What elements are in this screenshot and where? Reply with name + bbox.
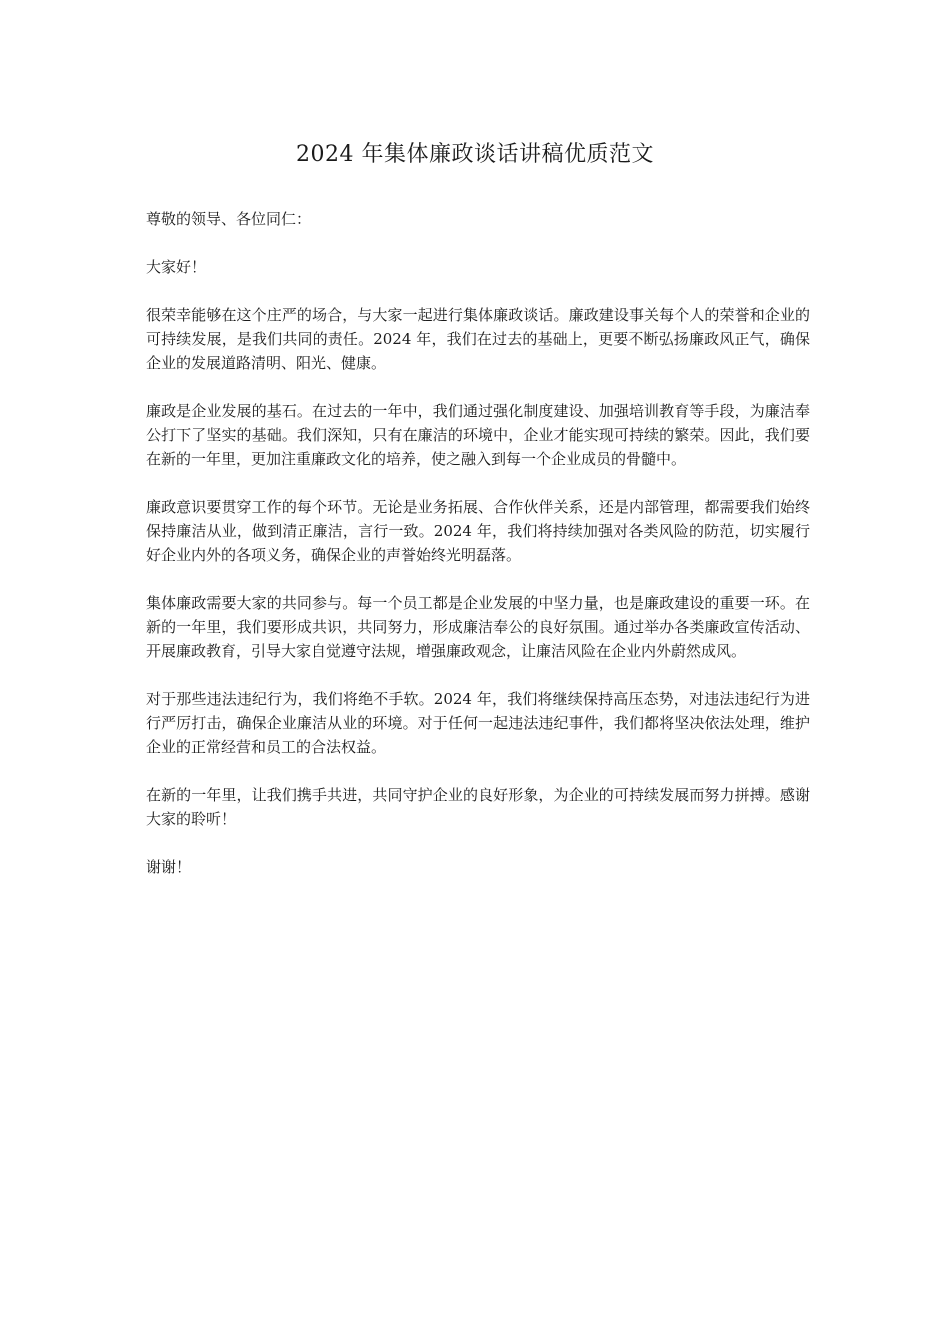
paragraph: 很荣幸能够在这个庄严的场合，与大家一起进行集体廉政谈话。廉政建设事关每个人的荣誉和企业的可持续发展，是我们共同的责任。2024 年，我们在过去的基础上，更要不断弘扬廉政风正气，确保企业的发展道路清明、阳光、健康。 xyxy=(146,306,810,372)
paragraph: 对于那些违法违纪行为，我们将绝不手软。2024 年，我们将继续保持高压态势，对违法违纪行为进行严厉打击，确保企业廉洁从业的环境。对于任何一起违法违纪事件，我们都将坚决依法处理，维护企业的正常经营和员工的合法权益。 xyxy=(146,690,810,756)
document-body xyxy=(146,207,810,903)
paragraph: 集体廉政需要大家的共同参与。每一个员工都是企业发展的中坚力量，也是廉政建设的重要一环。在新的一年里，我们要形成共识，共同努力，形成廉洁奉公的良好氛围。通过举办各类廉政宣传活动、开展廉政教育，引导大家自觉遵守法规，增强廉政观念，让廉洁风险在企业内外蔚然成风。 xyxy=(146,594,810,660)
paragraph: 廉政是企业发展的基石。在过去的一年中，我们通过强化制度建设、加强培训教育等手段，为廉洁奉公打下了坚实的基础。我们深知，只有在廉洁的环境中，企业才能实现可持续的繁荣。因此，我们要在新的一年里，更加注重廉政文化的培养，使之融入到每一个企业成员的骨髓中。 xyxy=(146,402,810,468)
document-title: 2024 年集体廉政谈话讲稿优质范文 xyxy=(296,142,654,167)
paragraph: 廉政意识要贯穿工作的每个环节。无论是业务拓展、合作伙伴关系，还是内部管理，都需要我们始终保持廉洁从业，做到清正廉洁，言行一致。2024 年，我们将持续加强对各类风险的防范，切实履行好企业内外的各项义务，确保企业的声誉始终光明磊落。 xyxy=(146,498,810,564)
closing: 谢谢！ xyxy=(146,858,192,876)
greeting: 大家好！ xyxy=(146,258,207,276)
paragraph: 在新的一年里，让我们携手共进，共同守护企业的良好形象，为企业的可持续发展而努力拼搏。感谢大家的聆听！ xyxy=(146,786,810,828)
salutation: 尊敬的领导、各位同仁： xyxy=(146,210,312,228)
